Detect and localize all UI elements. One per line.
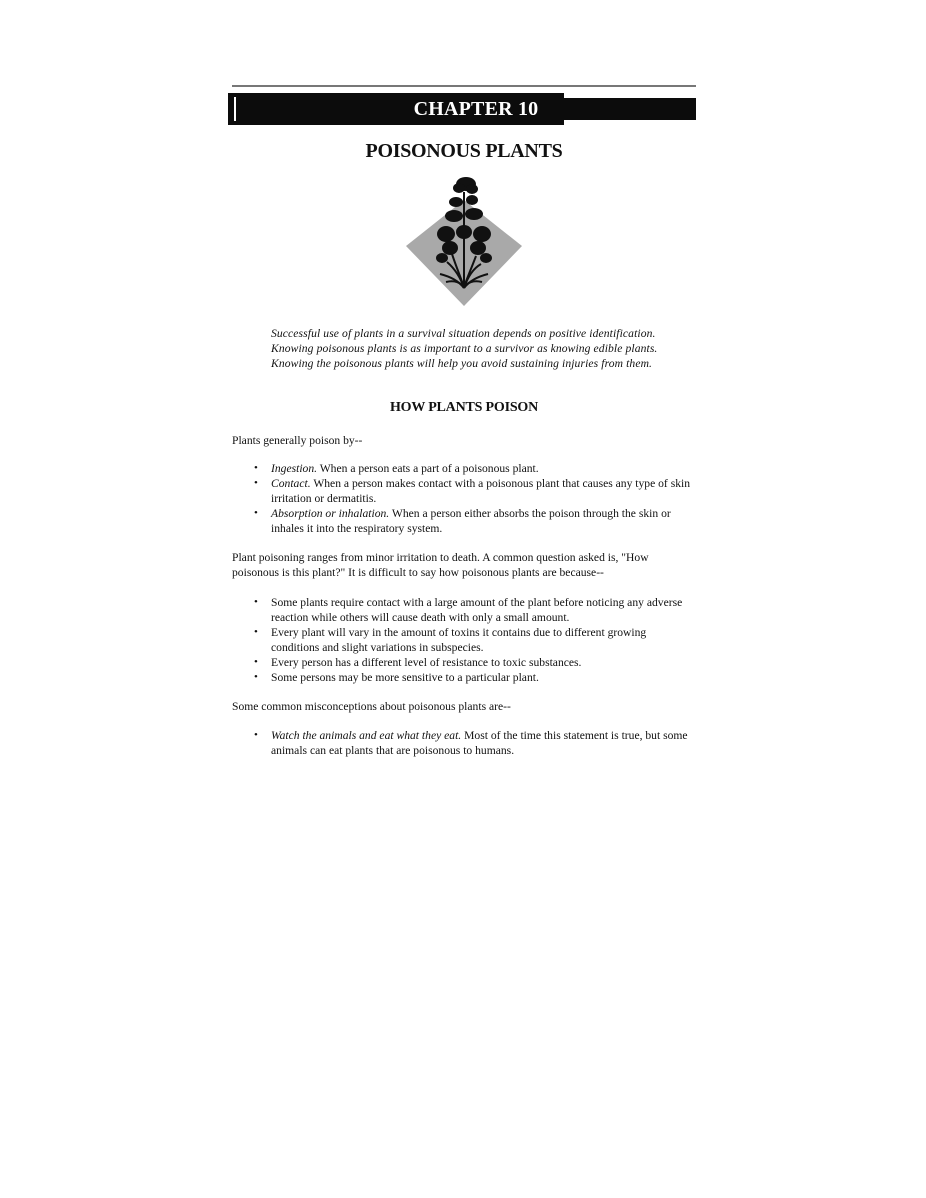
paragraph-poisoning-range: Plant poisoning ranges from minor irritation to death. A common question asked is, "How poisonous is this plant?" It is difficult to say how poisonous plants are because-- xyxy=(232,551,649,579)
section-heading: HOW PLANTS POISON xyxy=(389,400,539,415)
chapter-intro: Successful use of plants in a survival situation depends on positive identification. Knowing poisonous plants is as important to a survivor as knowing edible plants. Knowing the poisonous plants will help you avoid sustaining injuries from them. xyxy=(271,327,658,370)
misconceptions-list xyxy=(250,728,696,758)
page-title: POISONOUS PLANTS xyxy=(365,140,563,162)
list-item-text: When a person makes contact with a poisonous plant that causes any type of skin irritation or dermatitis. xyxy=(271,477,691,505)
list-item xyxy=(250,506,696,536)
poisonous-plant-icon xyxy=(404,176,524,308)
list-item xyxy=(250,461,696,476)
chapter-banner-right xyxy=(564,98,696,120)
list-item: • Every plant will vary in the amount of toxins it contains due to different growing conditions and slight variations in subspecies. xyxy=(250,625,696,655)
list-item-text: Most of the time this statement is true, but some animals can eat plants that are poisonous to humans. xyxy=(271,729,688,757)
list-item: • Every person has a different level of resistance to toxic substances. xyxy=(250,655,696,670)
paragraph-misconceptions: Some common misconceptions about poisonous plants are-- xyxy=(232,700,511,713)
top-rule xyxy=(232,85,696,87)
list-item: • Some plants require contact with a large amount of the plant before noticing any adverse reaction while others will cause death with only a small amount. xyxy=(250,595,696,625)
list-item: • Some persons may be more sensitive to a particular plant. xyxy=(250,670,696,685)
poison-reasons-list xyxy=(250,595,696,685)
list-item-lead: Watch the animals and eat what they eat. xyxy=(271,729,462,742)
chapter-banner xyxy=(228,93,696,125)
list-item-text: When a person either absorbs the poison through the skin or inhales it into the respiratory system. xyxy=(271,507,671,535)
paragraph-poison-by: Plants generally poison by-- xyxy=(232,434,363,447)
list-item xyxy=(250,476,696,506)
list-item xyxy=(250,728,696,758)
chapter-label xyxy=(228,93,564,125)
list-item-lead: Contact. xyxy=(271,477,311,490)
list-item-lead: Absorption or inhalation. xyxy=(271,507,390,520)
chapter-label-text: CHAPTER 10 xyxy=(413,98,539,120)
poison-ways-list xyxy=(250,461,696,536)
plant-emblem-svg xyxy=(404,176,524,308)
list-item-lead: Ingestion. xyxy=(271,462,318,475)
list-item-text: When a person eats a part of a poisonous plant. xyxy=(317,462,539,475)
